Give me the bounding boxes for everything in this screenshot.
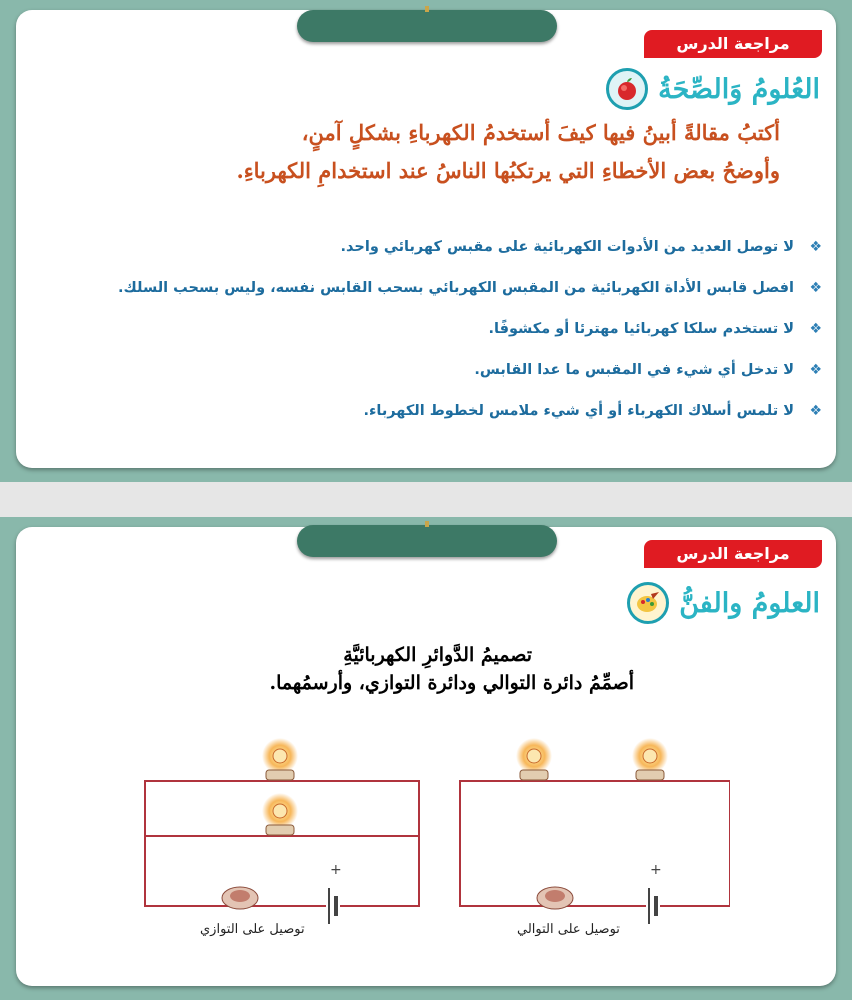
parallel-circuit: [145, 738, 419, 924]
list-item: [32, 349, 822, 390]
plus-sign: +: [330, 862, 342, 878]
apple-icon: [606, 68, 648, 110]
list-item: [32, 267, 822, 308]
diamond-bullet-icon: ❖: [809, 320, 822, 337]
lesson-review-badge: مراجعة الدرس: [644, 30, 822, 58]
list-item: [32, 308, 822, 349]
battery-icon: [646, 888, 660, 924]
slide-health: [0, 0, 852, 482]
activity-instruction: أصمِّمُ دائرة التوالي ودائرة التوازي، وأرسمُهما.: [269, 672, 634, 694]
list-item-text: افصل قابس الأداة الكهربائية من المقبس الكهربائي بسحب القابس نفسه، وليس بسحب السلك.: [118, 279, 794, 296]
list-item: [32, 226, 822, 267]
section-header: [606, 68, 820, 110]
list-item-text: لا توصل العديد من الأدوات الكهربائية على مقبس كهربائي واحد.: [340, 238, 794, 255]
diamond-bullet-icon: ❖: [809, 238, 822, 255]
slide-tab: [297, 10, 557, 42]
list-item: [32, 390, 822, 431]
battery-icon: [326, 888, 340, 924]
bulb-icon: [516, 738, 552, 780]
list-item-text: لا تدخل أي شيء في المقبس ما عدا القابس.: [474, 361, 794, 378]
parallel-caption: توصيل على التوازي: [200, 922, 305, 937]
bulb-icon: [262, 793, 298, 835]
lesson-review-badge: مراجعة الدرس: [644, 540, 822, 568]
plus-sign: +: [650, 862, 662, 878]
safety-list: [32, 226, 822, 431]
section-title: العُلومُ وَالصِّحَةُ: [658, 73, 820, 105]
prompt-line: وأوضحُ بعض الأخطاءِ التي يرتكبُها الناسُ عند استخدامِ الكهرباءِ.: [236, 158, 780, 183]
list-item-text: لا تستخدم سلكا كهربائيا مهترئا أو مكشوفًا.: [488, 320, 794, 337]
diamond-bullet-icon: ❖: [809, 361, 822, 378]
palette-icon: [627, 582, 669, 624]
switch-icon: [537, 887, 573, 909]
activity-heading: تصميمُ الدَّوائرِ الكهربائيَّةِ: [343, 644, 532, 666]
section-header: [627, 582, 820, 624]
bulb-icon: [632, 738, 668, 780]
section-title: العلومُ والفنُّ: [679, 587, 820, 619]
writing-prompt: [236, 114, 780, 190]
list-item-text: لا تلمس أسلاك الكهرباء أو أي شيء ملامس لخطوط الكهرباء.: [363, 402, 794, 419]
switch-icon: [222, 887, 258, 909]
diamond-bullet-icon: ❖: [809, 279, 822, 296]
slide-tab: [297, 525, 557, 557]
diamond-bullet-icon: ❖: [809, 402, 822, 419]
series-caption: توصيل على التوالي: [517, 922, 620, 937]
bulb-icon: [262, 738, 298, 780]
prompt-line: أكتبُ مقالةً أبينُ فيها كيفَ أستخدمُ الكهرباءِ بشكلٍ آمنٍ،: [301, 120, 780, 145]
series-circuit: [460, 738, 730, 924]
